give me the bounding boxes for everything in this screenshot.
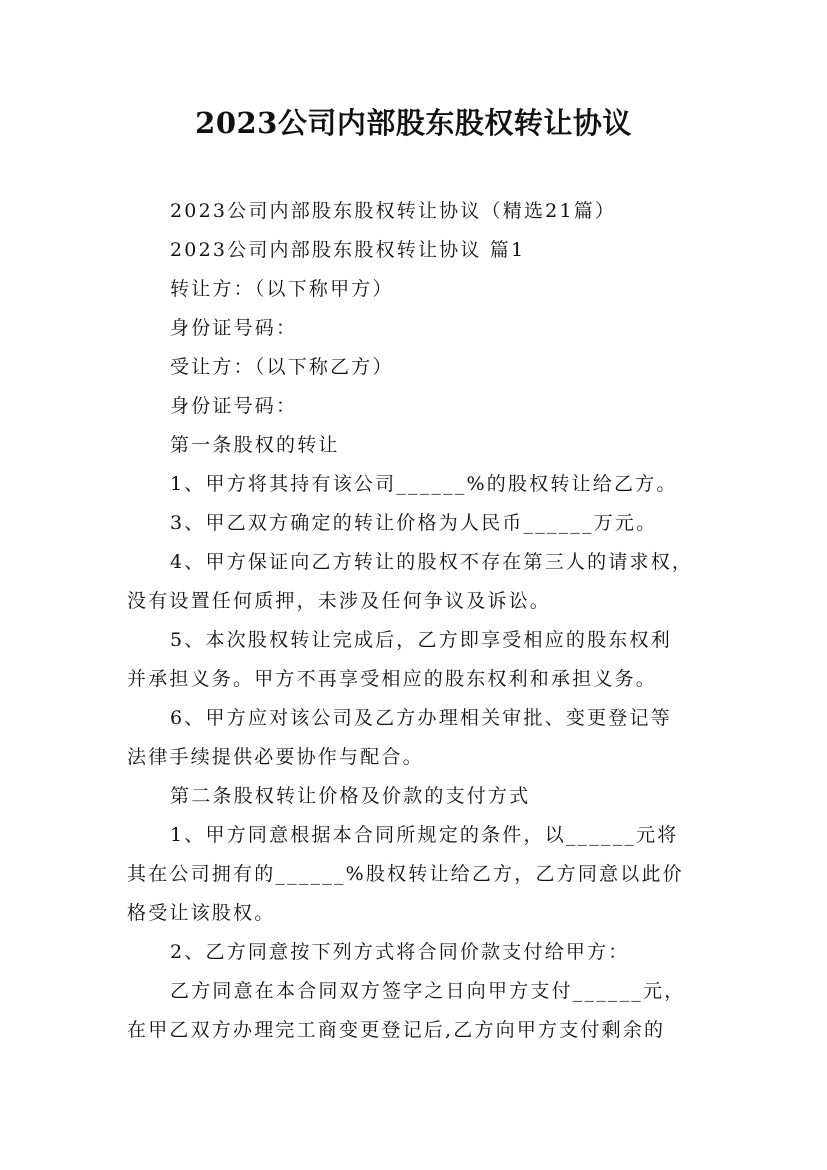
line-clause: 1、甲方将其持有该公司______%的股权转让给乙方。 xyxy=(170,473,678,495)
line-article-2: 第二条股权转让价格及价款的支付方式 xyxy=(170,785,531,807)
line-clause: 4、甲方保证向乙方转让的股权不存在第三人的请求权， xyxy=(170,551,694,573)
line-id-number-2: 身份证号码： xyxy=(170,395,298,417)
line-clause-cont: 格受让该股权。 xyxy=(127,902,276,924)
document-title: 2023公司内部股东股权转让协议 xyxy=(195,106,632,140)
line-clause: 1、甲方同意根据本合同所规定的条件，以______元将 xyxy=(170,824,679,846)
line-clause: 3、甲乙双方确定的转让价格为人民币______万元。 xyxy=(170,512,658,534)
line-subtitle: 2023公司内部股东股权转让协议（精选21篇） xyxy=(170,200,617,222)
line-clause: 2、乙方同意按下列方式将合同价款支付给甲方： xyxy=(170,941,630,963)
line-transferee: 受让方：（以下称乙方） xyxy=(170,356,394,378)
line-clause: 乙方同意在本合同双方签字之日向甲方支付______元， xyxy=(170,980,686,1002)
line-clause: 5、本次股权转让完成后，乙方即享受相应的股东权利 xyxy=(170,629,672,651)
line-clause-cont: 并承担义务。甲方不再享受相应的股东权利和承担义务。 xyxy=(127,668,658,690)
line-section-heading: 2023公司内部股东股权转让协议 篇1 xyxy=(170,239,526,261)
line-transferor: 转让方：（以下称甲方） xyxy=(170,278,394,300)
line-clause-cont: 没有设置任何质押，未涉及任何争议及诉讼。 xyxy=(127,590,552,612)
line-clause-cont: 其在公司拥有的______%股权转让给乙方，乙方同意以此价 xyxy=(127,863,684,885)
line-id-number-1: 身份证号码： xyxy=(170,317,298,339)
line-clause: 6、甲方应对该公司及乙方办理相关审批、变更登记等 xyxy=(170,707,672,729)
line-clause-cont: 法律手续提供必要协作与配合。 xyxy=(127,746,424,768)
line-clause-cont: 在甲乙双方办理完工商变更登记后,乙方向甲方支付剩余的 xyxy=(127,1019,666,1041)
line-article-1: 第一条股权的转让 xyxy=(170,434,340,456)
